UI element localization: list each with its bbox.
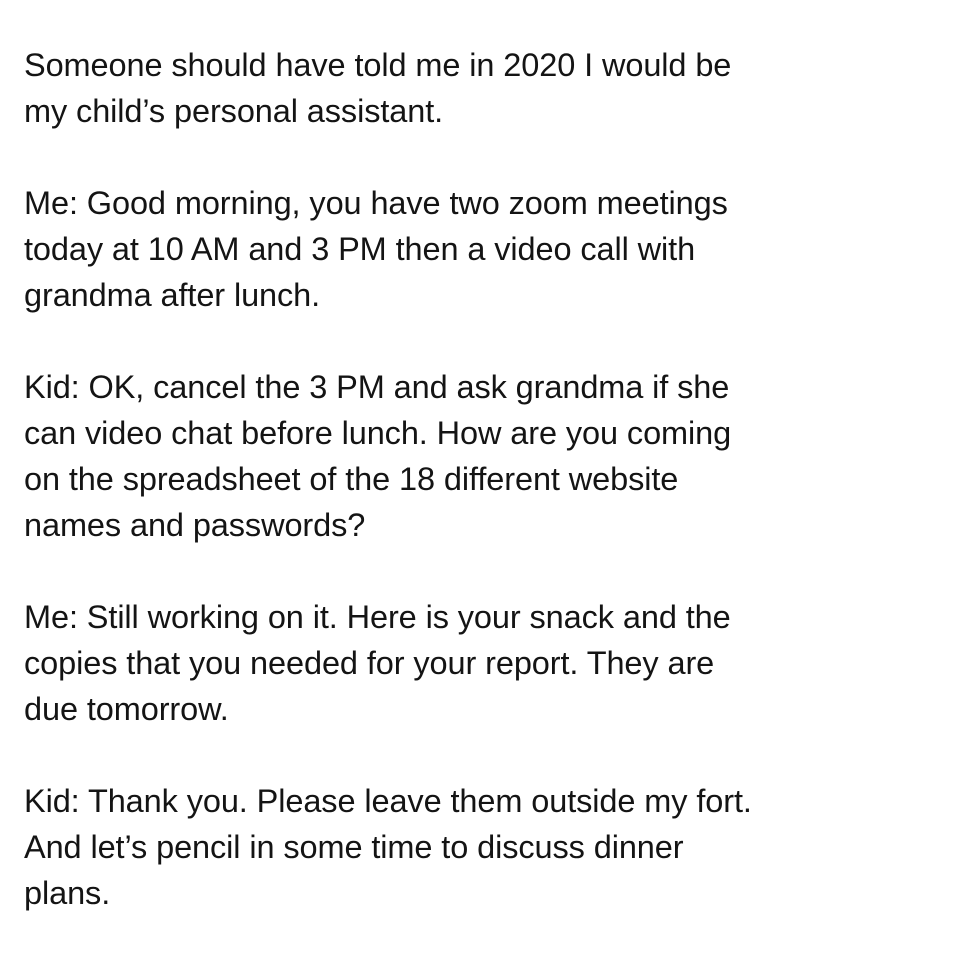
text-line: Me: Still working on it. Here is your snack and the [24,599,731,635]
post-text [24,42,944,962]
text-line: due tomorrow. [24,691,229,727]
intro-paragraph [24,42,944,134]
text-line: names and passwords? [24,507,366,543]
text-line: copies that you needed for your report. They are [24,645,715,681]
text-line: my child’s personal assistant. [24,93,444,129]
text-line: can video chat before lunch. How are you coming [24,415,732,451]
text-line: Kid: OK, cancel the 3 PM and ask grandma if she [24,369,730,405]
dialogue-kid-2 [24,778,944,916]
dialogue-me-1 [24,180,944,318]
text-line: today at 10 AM and 3 PM then a video call with [24,231,696,267]
text-line: plans. [24,875,111,911]
text-line: on the spreadsheet of the 18 different website [24,461,679,497]
dialogue-kid-1 [24,364,944,548]
text-line: Kid: Thank you. Please leave them outside my fort. [24,783,752,819]
dialogue-me-2 [24,594,944,732]
text-line: Me: Good morning, you have two zoom meetings [24,185,728,221]
text-line: grandma after lunch. [24,277,321,313]
text-line: And let’s pencil in some time to discuss dinner [24,829,684,865]
text-line: Someone should have told me in 2020 I would be [24,47,732,83]
